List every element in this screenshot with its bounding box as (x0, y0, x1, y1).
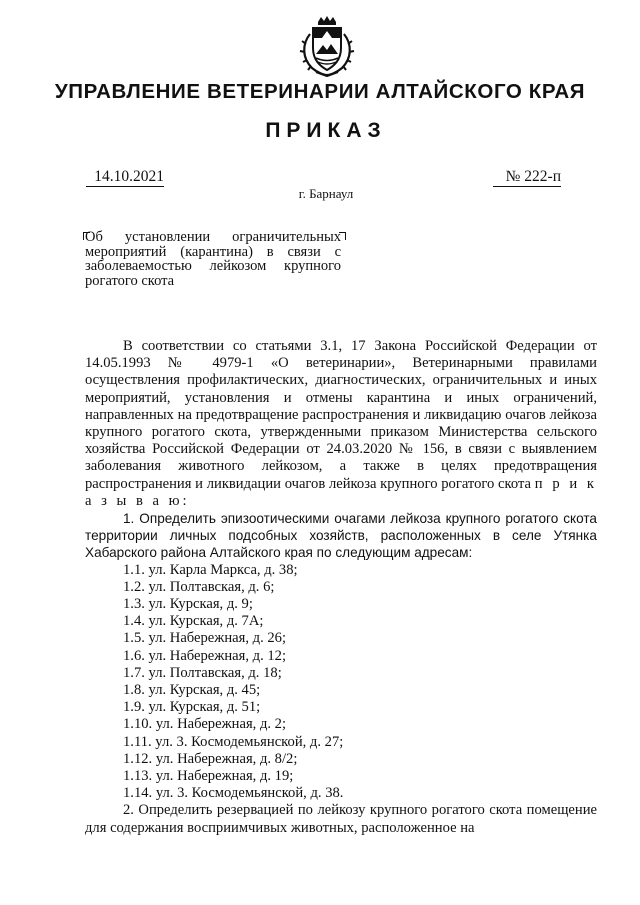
altai-krai-coat-of-arms-icon (296, 14, 358, 78)
subject-line: Об установлении ограничительных (85, 229, 341, 245)
order-word: п р и к а з ы в а ю: (85, 475, 598, 509)
subject-line: рогатого скота (85, 272, 175, 289)
document-body (85, 338, 597, 837)
preamble-paragraph (85, 338, 597, 510)
subject-line: заболеваемостью лейкозом крупного (85, 258, 341, 274)
address-item: 1.3. ул. Курская, д. 9; (123, 596, 253, 613)
address-item: 1.1. ул. Карла Маркса, д. 38; (123, 561, 298, 578)
address-item: 1.11. ул. 3. Космодемьянской, д. 27; (123, 733, 344, 750)
document-subject (85, 230, 341, 288)
address-item: 1.4. ул. Курская, д. 7А; (123, 613, 264, 630)
preamble-text: В соответствии со статьями 3.1, 17 Закона Российской Федерации от 14.05.1993 № 4979-1 «О ветеринарии», Ветеринарными правилами осуществления профилактических, диагностических, ограничительных и иных мероприятий, установления и отмены карантина и иных ограничений, направленных на предотвращение распространения и ликвидацию очагов лейкоза крупного рогатого скота, утвержденными приказом Министерства сельского хозяйства Российской Федерации от 24.03.2020 № 156, в связи с выявлением заболевания животного лейкозом, а также в целях предотвращения распространения и ликвидации очагов лейкоза крупного рогатого скота (85, 338, 597, 492)
document-city: г. Барнаул (298, 186, 354, 201)
address-item: 1.7. ул. Полтавская, д. 18; (123, 664, 282, 681)
subject-line: мероприятий (карантина) в связи с (85, 243, 341, 260)
document-type: ПРИКАЗ (265, 119, 387, 142)
document-number: № 222-п (493, 168, 561, 187)
address-item: 1.10. ул. Набережная, д. 2; (123, 716, 287, 733)
address-list (85, 562, 597, 803)
document-date: 14.10.2021 (86, 168, 164, 187)
address-item: 1.6. ул. Набережная, д. 12; (123, 647, 287, 664)
address-item: 1.13. ул. Набережная, д. 19; (123, 768, 294, 785)
address-item: 1.12. ул. Набережная, д. 8/2; (123, 750, 298, 767)
point-1-paragraph: 1. Определить эпизоотическими очагами лейкоза крупного рогатого скота территории личных подсобных хозяйств, расположенных в селе Утянка Хабарского района Алтайского края по следующим адресам: (85, 511, 597, 561)
address-item: 1.8. ул. Курская, д. 45; (123, 682, 261, 699)
address-item: 1.2. ул. Полтавская, д. 6; (123, 578, 275, 595)
address-item: 1.14. ул. 3. Космодемьянской, д. 38. (123, 785, 344, 802)
point-2-paragraph: 2. Определить резервацией по лейкозу крупного рогатого скота помещение для содержания восприимчивых животных, расположенное на (85, 802, 597, 836)
address-item: 1.9. ул. Курская, д. 51; (123, 699, 261, 716)
address-item: 1.5. ул. Набережная, д. 26; (123, 630, 287, 647)
organization-title: УПРАВЛЕНИЕ ВЕТЕРИНАРИИ АЛТАЙСКОГО КРАЯ (54, 80, 586, 103)
